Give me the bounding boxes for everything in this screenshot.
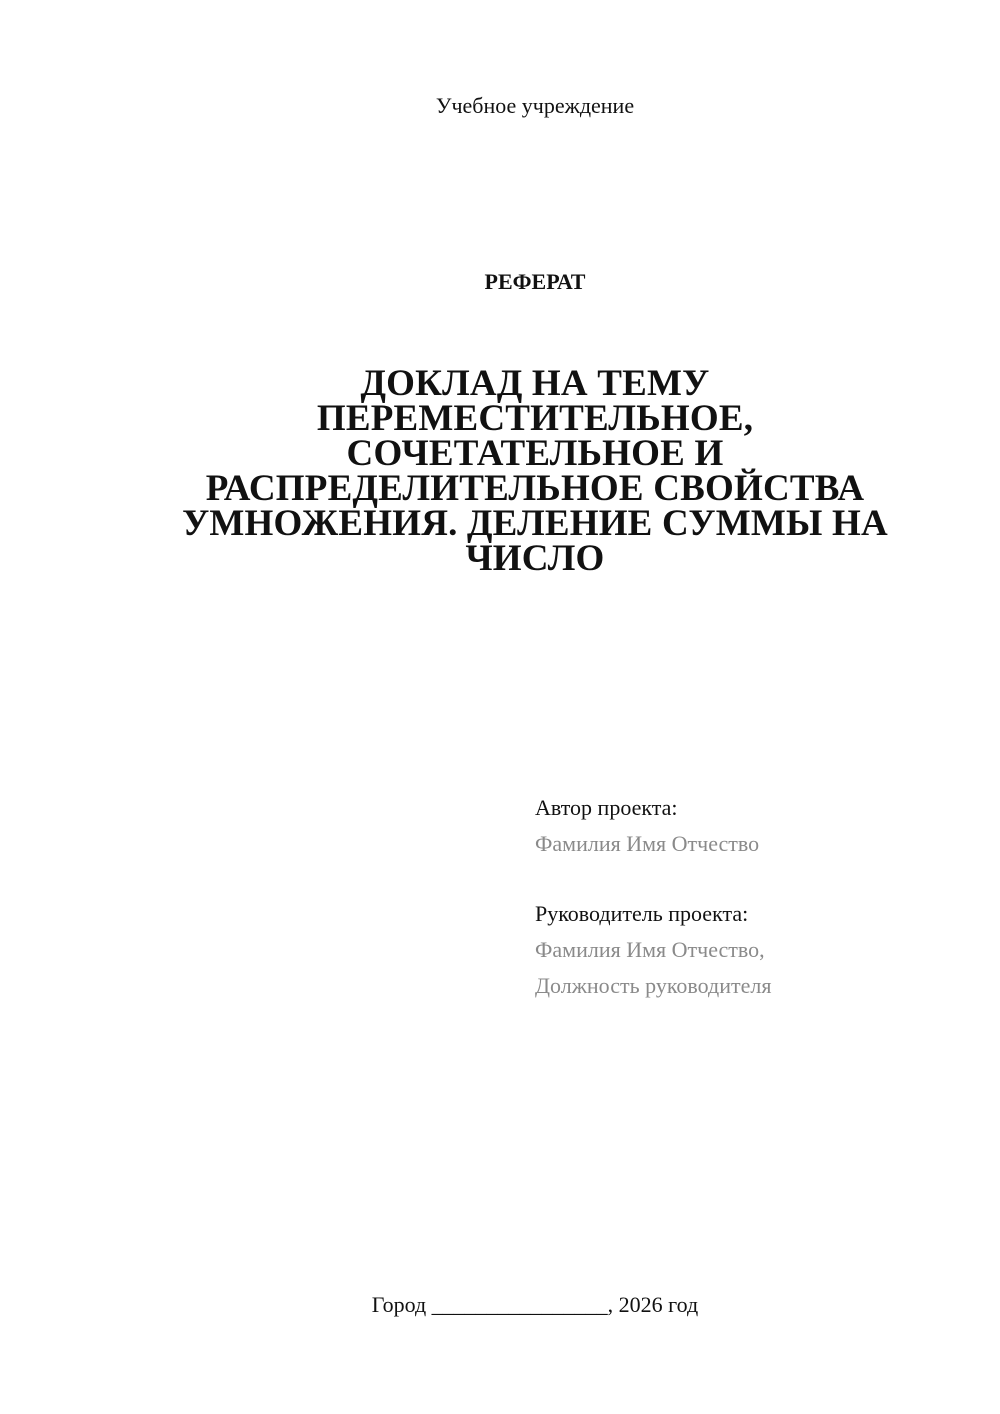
supervisor-position: Должность руководителя — [535, 973, 772, 998]
title-line: ПЕРЕМЕСТИТЕЛЬНОЕ, — [316, 398, 754, 439]
title-line: ЧИСЛО — [465, 538, 605, 579]
title-line: УМНОЖЕНИЯ. ДЕЛЕНИЕ СУММЫ НА — [182, 503, 888, 544]
title-line: ДОКЛАД НА ТЕМУ — [360, 363, 710, 404]
report-title — [160, 363, 910, 579]
author-name: Фамилия Имя Отчество — [535, 831, 760, 856]
credits-spacer — [535, 862, 975, 896]
author-label: Автор проекта: — [535, 795, 678, 820]
supervisor-label: Руководитель проекта: — [535, 901, 749, 926]
city-year-footer: Город ________________, 2026 год — [371, 1292, 699, 1317]
title-line: РАСПРЕДЕЛИТЕЛЬНОЕ СВОЙСТВА — [205, 468, 865, 509]
institution-name: Учебное учреждение — [435, 93, 635, 118]
credits-block — [535, 790, 975, 1004]
title-line: СОЧЕТАТЕЛЬНОЕ И — [346, 433, 724, 474]
supervisor-name: Фамилия Имя Отчество, — [535, 937, 765, 962]
document-type: РЕФЕРАТ — [484, 269, 586, 294]
